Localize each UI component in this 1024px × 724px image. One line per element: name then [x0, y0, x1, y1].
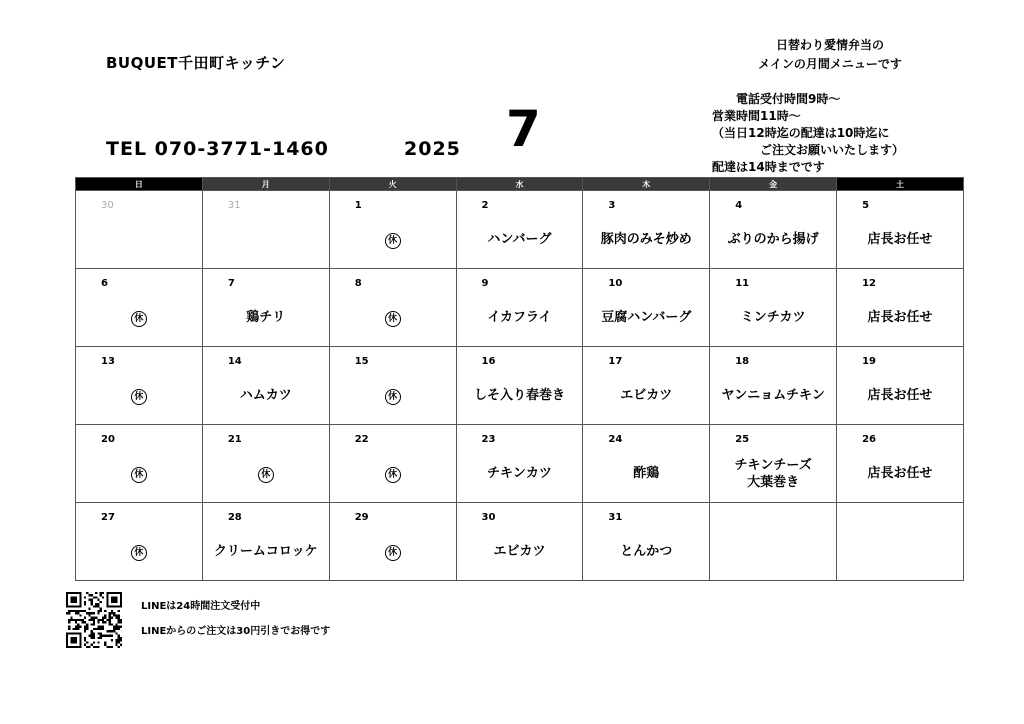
closed-day-mark: 休 [385, 389, 401, 405]
closed-day-mark: 休 [131, 467, 147, 483]
qr-code-icon [66, 592, 122, 648]
calendar-week [76, 347, 964, 425]
calendar-day-cell [837, 503, 964, 581]
closed-day-mark: 休 [258, 467, 274, 483]
closed-day-mark: 休 [131, 389, 147, 405]
day-number: 27 [101, 512, 115, 523]
calendar-day-cell [456, 269, 583, 347]
day-number: 23 [481, 434, 496, 445]
hours-line: 営業時間11時～ [712, 109, 801, 123]
calendar-day-cell [329, 347, 456, 425]
tagline-line: 日替わり愛情弁当の [775, 38, 884, 52]
tagline [740, 36, 920, 74]
calendar-day-cell [837, 191, 964, 269]
weekday-sat: 土 [837, 178, 964, 191]
day-number: 22 [354, 434, 369, 445]
year: 2025 [404, 138, 461, 160]
calendar-day-cell [202, 347, 329, 425]
day-number: 18 [735, 356, 750, 367]
hours-line: 配達は14時までです [712, 160, 825, 174]
day-number: 26 [862, 434, 876, 445]
menu-item: チキンチーズ 大葉巻き [734, 458, 812, 490]
line-order-info: LINEは24時間注文受付中 [141, 601, 261, 612]
day-number: 14 [227, 356, 242, 367]
closed-day-mark: 休 [131, 311, 147, 327]
menu-item: 豆腐ハンバーグ [601, 310, 692, 325]
closed-day [76, 309, 202, 327]
day-number: 2 [481, 200, 489, 211]
closed-day [203, 465, 329, 483]
menu-item: 店長お任せ [867, 310, 933, 325]
weekday-fri: 金 [710, 178, 837, 191]
calendar-day-cell [202, 269, 329, 347]
calendar-day-cell [76, 269, 203, 347]
closed-day [330, 309, 456, 327]
day-number: 20 [101, 434, 115, 445]
day-number: 9 [481, 278, 489, 289]
closed-day-mark: 休 [385, 545, 401, 561]
menu-item: ぶりのから揚げ [727, 232, 819, 247]
weekday-header [76, 178, 964, 191]
day-number: 29 [354, 512, 369, 523]
calendar-day-cell [583, 347, 710, 425]
calendar-day-cell [329, 269, 456, 347]
closed-day-mark: 休 [385, 467, 401, 483]
closed-day-mark: 休 [385, 311, 401, 327]
day-number: 15 [354, 356, 369, 367]
menu-item: ハムカツ [239, 388, 292, 403]
menu-item: しそ入り春巻き [473, 388, 565, 403]
calendar-day-cell [76, 503, 203, 581]
day-number: 8 [354, 278, 362, 289]
day-number: 16 [481, 356, 496, 367]
day-number: 19 [862, 356, 876, 367]
menu-item: 店長お任せ [867, 466, 933, 481]
phone-number: TEL 070-3771-1460 [106, 138, 329, 160]
closed-day [76, 543, 202, 561]
closed-day [330, 465, 456, 483]
calendar-day-cell [329, 191, 456, 269]
menu-item: 店長お任せ [867, 232, 933, 247]
menu-item: イカフライ [487, 310, 552, 325]
hours-line: 電話受付時間9時～ [712, 92, 841, 106]
day-number: 31 [608, 512, 623, 523]
calendar-day-cell [710, 503, 837, 581]
menu-item: 鶏チリ [246, 310, 286, 325]
calendar-week [76, 425, 964, 503]
day-number: 10 [608, 278, 623, 289]
closed-day [76, 387, 202, 405]
calendar-day-cell [76, 425, 203, 503]
day-number: 30 [481, 512, 496, 523]
day-number: 3 [608, 200, 616, 211]
calendar-day-cell [456, 425, 583, 503]
calendar-day-cell [710, 425, 837, 503]
menu-item: 店長お任せ [867, 388, 933, 403]
hours-line: ご注文お願いいたします） [712, 143, 905, 157]
closed-day-mark: 休 [385, 233, 401, 249]
hours-line: （当日12時迄の配達は10時迄に [712, 126, 890, 140]
calendar-week [76, 503, 964, 581]
calendar-day-cell [837, 347, 964, 425]
calendar-day-cell [456, 503, 583, 581]
menu-item: ヤンニョムチキン [721, 388, 825, 403]
calendar-day-cell [837, 269, 964, 347]
calendar-day-cell [710, 347, 837, 425]
day-number: 31 [227, 200, 241, 211]
calendar-day-cell [76, 191, 203, 269]
calendar-day-cell [583, 269, 710, 347]
calendar-day-cell [583, 503, 710, 581]
calendar-day-cell [202, 191, 329, 269]
tagline-line: メインの月間メニューです [758, 57, 902, 71]
day-number: 13 [101, 356, 115, 367]
menu-calendar [75, 177, 964, 581]
weekday-thu: 木 [583, 178, 710, 191]
closed-day [330, 231, 456, 249]
shop-name: BUQUET千田町キッチン [106, 54, 286, 72]
menu-item: クリームコロッケ [213, 544, 318, 559]
closed-day-mark: 休 [131, 545, 147, 561]
calendar-day-cell [76, 347, 203, 425]
weekday-tue: 火 [329, 178, 456, 191]
calendar-day-cell [583, 191, 710, 269]
calendar-body [76, 191, 964, 581]
day-number: 12 [862, 278, 876, 289]
business-hours [712, 91, 904, 176]
calendar-day-cell [329, 425, 456, 503]
menu-item: 豚肉のみそ炒め [600, 232, 692, 247]
weekday-wed: 水 [456, 178, 583, 191]
closed-day [76, 465, 202, 483]
month: 7 [506, 100, 541, 158]
calendar-day-cell [329, 503, 456, 581]
calendar-day-cell [710, 269, 837, 347]
day-number: 28 [227, 512, 242, 523]
calendar-day-cell [583, 425, 710, 503]
line-discount-info: LINEからのご注文は30円引きでお得です [141, 626, 331, 637]
weekday-mon: 月 [202, 178, 329, 191]
day-number: 25 [735, 434, 750, 445]
day-number: 11 [735, 278, 750, 289]
day-number: 21 [227, 434, 242, 445]
menu-item: エビカツ [620, 388, 673, 403]
calendar-week [76, 191, 964, 269]
calendar-day-cell [456, 347, 583, 425]
day-number: 5 [862, 200, 870, 211]
calendar-day-cell [456, 191, 583, 269]
day-number: 30 [101, 200, 114, 211]
closed-day [330, 387, 456, 405]
calendar-day-cell [202, 425, 329, 503]
day-number: 7 [227, 278, 235, 289]
menu-item: ハンバーグ [487, 232, 552, 247]
day-number: 17 [608, 356, 623, 367]
calendar-day-cell [202, 503, 329, 581]
menu-item: エビカツ [493, 544, 546, 559]
day-number: 24 [608, 434, 623, 445]
closed-day [330, 543, 456, 561]
calendar-week [76, 269, 964, 347]
calendar-day-cell [710, 191, 837, 269]
menu-item: とんかつ [620, 544, 673, 559]
weekday-sun: 日 [76, 178, 203, 191]
calendar-day-cell [837, 425, 964, 503]
day-number: 6 [101, 278, 108, 289]
menu-item: ミンチカツ [740, 310, 806, 325]
menu-item: 酢鶏 [633, 466, 660, 481]
menu-item: チキンカツ [487, 466, 552, 481]
day-number: 1 [354, 200, 362, 211]
day-number: 4 [735, 200, 743, 211]
